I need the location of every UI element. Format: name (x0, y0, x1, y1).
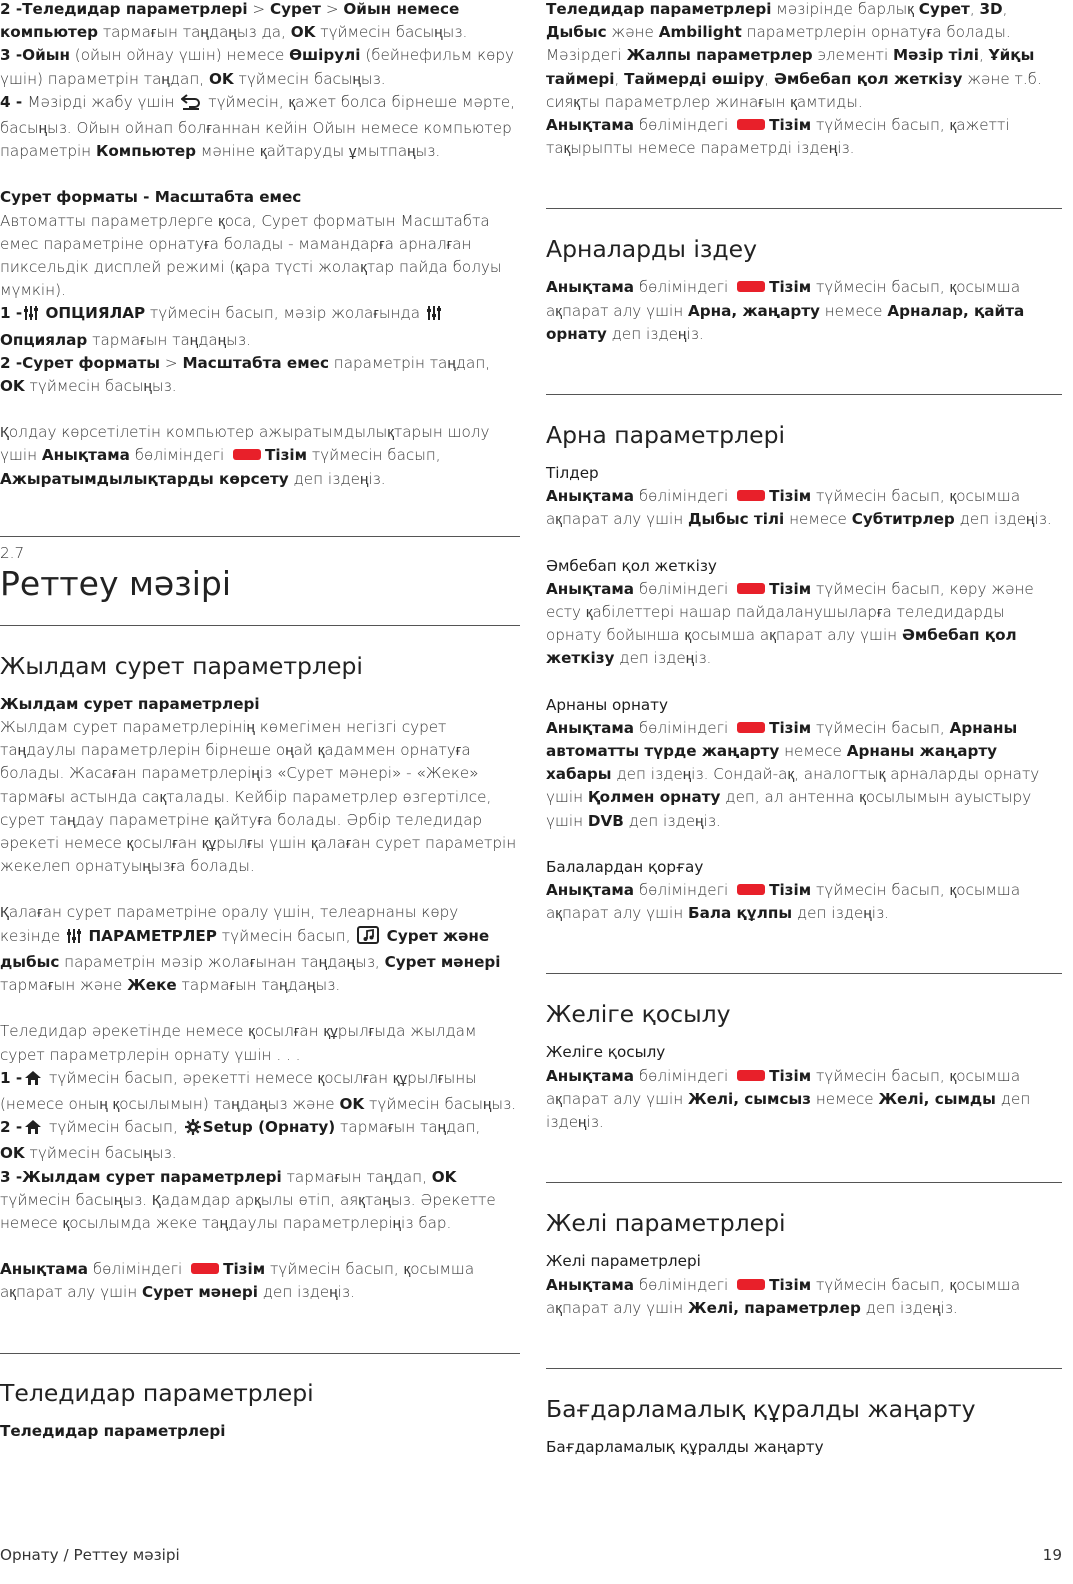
divider (546, 1182, 1062, 1183)
red-key-icon (737, 583, 765, 594)
paragraph: Теледидар әрекетінде немесе қосылған құрылғыда жылдам сурет параметрлерін орнату үшін . . . (0, 1022, 477, 1064)
subheading: Арнаны орнату (546, 695, 669, 714)
left-column (0, 0, 520, 1443)
red-key-icon (233, 449, 261, 460)
heading: Бағдарламалық құралды жаңарту (546, 1394, 976, 1423)
paragraph: Анықтама бөліміндегі Тізім түймесін басып, Арнаны автоматты түрде жаңарту немесе Арнаны жаңарту хабары деп іздеңіз. Сондай-ақ, аналогтық арналарды орнату үшін Қолмен орнату деп, ал антенна қосылымын ауыстыру үшін DVB деп іздеңіз. (546, 718, 1040, 830)
home-icon (24, 1119, 42, 1142)
red-key-icon (737, 1070, 765, 1081)
subheading: Бағдарламалық құралды жаңарту (546, 1437, 824, 1456)
paragraph: Анықтама бөліміндегі Тізім түймесін басып, көру және есту қабілеттері нашар пайдаланушыларға теледидарды орнату бойынша қосымша ақпарат алу үшін Әмбебап қол жеткізу деп іздеңіз. (546, 579, 1034, 668)
divider (0, 625, 520, 626)
paragraph: Анықтама бөліміндегі Тізім түймесін басып, қосымша ақпарат алу үшін Сурет мәнері деп іздеңіз. (0, 1260, 475, 1302)
paragraph: Анықтама бөліміндегі Тізім түймесін басып, қосымша ақпарат алу үшін Желі, сымсыз немесе Желі, сымды деп іздеңіз. (546, 1066, 1031, 1132)
red-key-icon (737, 884, 765, 895)
heading: Арналарды іздеу (546, 235, 758, 264)
options-icon (427, 305, 441, 328)
divider (0, 536, 520, 537)
divider (0, 1353, 520, 1354)
subheading: Жылдам сурет параметрлері (0, 694, 260, 713)
paragraph: Автоматты параметрлерге қоса, Сурет форматын Масштабта емес параметріне орнатуға болады - мамандарға арналған пиксельдік дисплей режимі (қара түсті жолақтар пайда болуы мүмкін). (0, 211, 502, 300)
red-key-icon (737, 1279, 765, 1290)
page-footer (0, 1546, 1062, 1570)
heading: Желі параметрлері (546, 1209, 786, 1238)
paragraph: 1 - түймесін басып, әрекетті немесе қосылған құрылғыны (немесе оның қосылымын) таңдаңыз және OK түймесін басыңыз. (0, 1068, 517, 1113)
subheading: Желі параметрлері (546, 1252, 701, 1271)
gear-icon (185, 1119, 201, 1142)
divider (546, 208, 1062, 209)
paragraph: 4 - Мәзірді жабу үшін түймесін, қажет болса бірнеше мәрте, басыңыз. Ойын ойнап болғаннан кейін Ойын немесе компьютер параметрін Компьютер мәніне қайтаруды ұмытпаңыз. (0, 92, 516, 161)
subheading: Тілдер (546, 464, 599, 483)
options-icon (67, 928, 81, 951)
paragraph: 3 -Ойын (ойын ойнау үшін) немесе Өшірулі (бейнефильм көру үшін) параметрін таңдап, OK түймесін басыңыз. (0, 46, 515, 88)
footer-breadcrumb: Орнату / Реттеу мәзірі (0, 1546, 180, 1564)
paragraph: Анықтама бөліміндегі Тізім түймесін басып, қосымша ақпарат алу үшін Бала құлпы деп іздеңіз. (546, 881, 1021, 923)
paragraph: Қолдау көрсетілетін компьютер ажыратымдылықтарын шолу үшін Анықтама бөліміндегі Тізім түймесін басып, Ажыратымдылықтарды көрсету деп іздеңіз. (0, 423, 490, 488)
options-icon (24, 305, 38, 328)
paragraph: Жылдам сурет параметрлерінің көмегімен негізгі сурет таңдаулы параметрлерін бірнеше оңай қадаммен орнатуға болады. Жасаған параметрлеріңіз «Сурет мәнері» - «Жеке» тармағы астында сақталады. Кейбір параметрлер өзгертілсе, сурет таңдау параметріне қайтуға болады. Әрбір теледидар әрекеті немесе қосылған құрылғы үшін қалаған сурет параметрін жекелеп орнатуыңызға болады. (0, 718, 517, 876)
subheading: Желіге қосылу (546, 1043, 666, 1062)
paragraph: 2 -Сурет форматы > Масштабта емес параметрін таңдап, OK түймесін басыңыз. (0, 353, 491, 396)
heading: Арна параметрлері (546, 421, 786, 450)
heading: Жылдам сурет параметрлері (0, 651, 363, 680)
subheading: Теледидар параметрлері (0, 1421, 226, 1440)
red-key-icon (737, 119, 765, 130)
subheading: Сурет форматы - Масштабта емес (0, 188, 302, 207)
red-key-icon (191, 1263, 219, 1274)
paragraph: 2 -Теледидар параметрлері > Сурет > Ойын немесе компьютер тармағын таңдаңыз да, OK түймесін басыңыз. (0, 0, 468, 42)
right-column (546, 0, 1062, 1459)
paragraph: Анықтама бөліміндегі Тізім түймесін басып, қосымша ақпарат алу үшін Арна, жаңарту немесе Арналар, қайта орнату деп іздеңіз. (546, 278, 1025, 343)
divider (546, 1368, 1062, 1369)
home-icon (24, 1070, 42, 1093)
heading: Теледидар параметрлері (0, 1378, 314, 1407)
paragraph: Анықтама бөліміндегі Тізім түймесін басып, қосымша ақпарат алу үшін Дыбыс тілі немесе Субтитрлер деп іздеңіз. (546, 487, 1052, 529)
section-number: 2.7 (0, 543, 25, 562)
subheading: Балалардан қорғау (546, 857, 704, 876)
heading: Желіге қосылу (546, 1000, 731, 1029)
paragraph: 2 - түймесін басып, Setup (Орнату) тармағын таңдап, OK түймесін басыңыз. (0, 1118, 481, 1163)
red-key-icon (737, 722, 765, 733)
paragraph: Қалаған сурет параметріне оралу үшін, телеарнаны көру кезінде ПАРАМЕТРЛЕР түймесін басып, Сурет және дыбыс параметрін мәзір жолағынан таңдаңыз, Сурет мәнері тармағын және Жеке тармағын таңдаңыз. (0, 903, 501, 995)
paragraph: Анықтама бөліміндегі Тізім түймесін басып, қосымша ақпарат алу үшін Желі, параметрлер деп іздеңіз. (546, 1275, 1021, 1317)
paragraph: 1 - ОПЦИЯЛАР түймесін басып, мәзір жолағында Опциялар тармағын таңдаңыз. (0, 302, 520, 351)
subheading: Әмбебап қол жеткізу (546, 556, 717, 575)
section-title: Реттеу мәзірі (0, 563, 231, 603)
back-icon (181, 94, 201, 117)
red-key-icon (737, 281, 765, 292)
paragraph: Анықтама бөліміндегі Тізім түймесін басып, қажетті тақырыпты немесе параметрді іздеңіз. (546, 116, 1010, 158)
red-key-icon (737, 490, 765, 501)
divider (546, 394, 1062, 395)
page-number: 19 (1042, 1546, 1062, 1564)
picture-sound-icon (357, 926, 379, 951)
paragraph: 3 -Жылдам сурет параметрлері тармағын таңдап, OK түймесін басыңыз. Қадамдар арқылы өтіп, аяқтаңыз. Әрекетте немесе қосылымда жеке таңдаулы параметрлеріңіз бар. (0, 1167, 496, 1232)
paragraph: Теледидар параметрлері мәзірінде барлық Сурет, 3D, Дыбыс және Ambilight параметрлерін орнатуға болады. Мәзірдегі Жалпы параметрлер элементі Мәзір тілі, Ұйқы таймері, Таймерді өшіру, Әмбебап қол жеткізу және т.б. сияқты параметрлер жинағын қамтиды. (546, 0, 1042, 111)
divider (546, 973, 1062, 974)
